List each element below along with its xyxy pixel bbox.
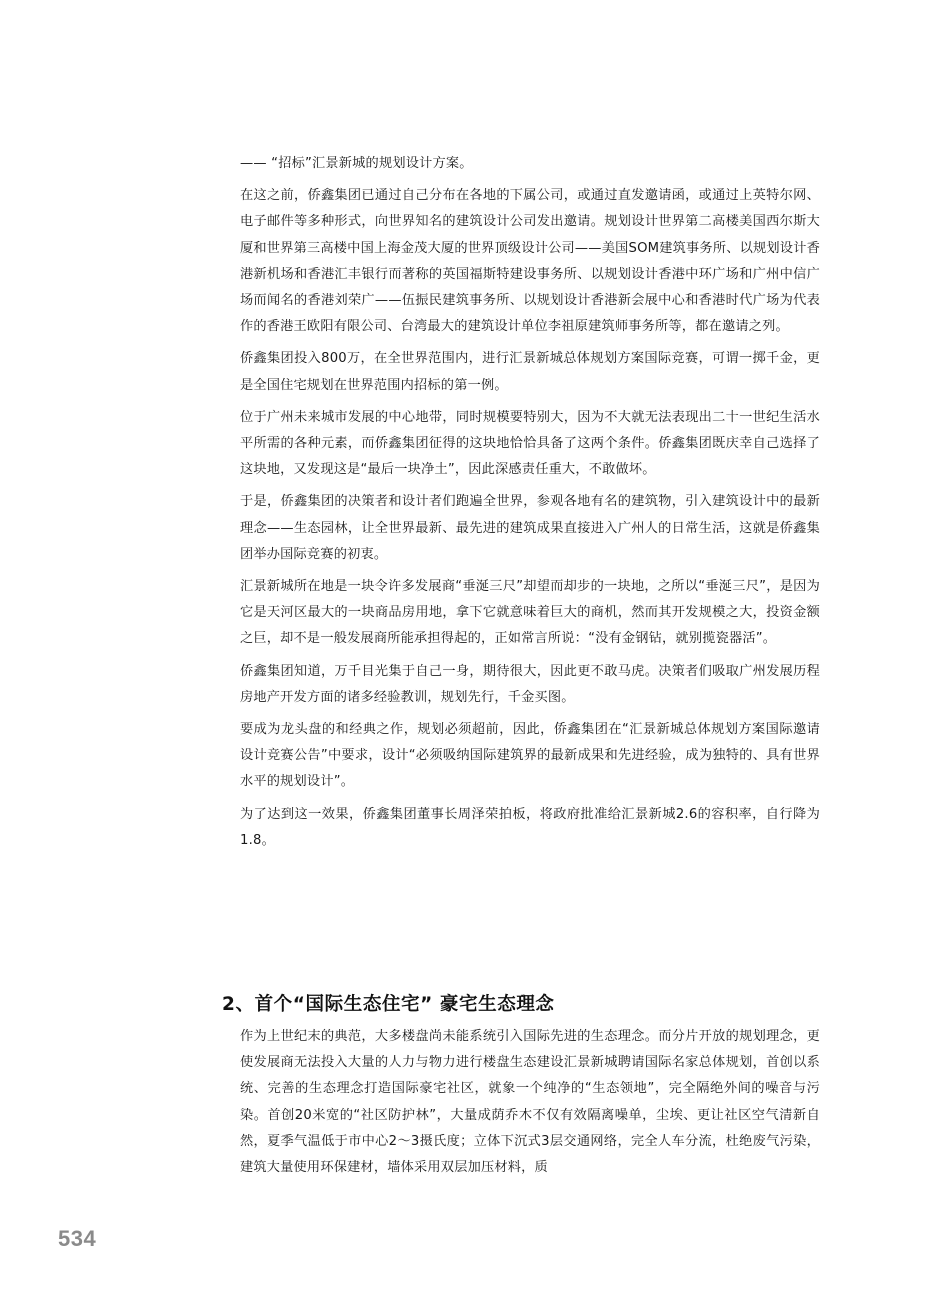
section-body (240, 1024, 820, 1187)
paragraph: 侨鑫集团知道，万千目光集于自己一身，期待很大，因此更不敢马虎。决策者们吸取广州发展历程房地产开发方面的诸多经验教训，规划先行，千金买图。 (240, 663, 820, 705)
paragraph: 作为上世纪末的典范，大多楼盘尚未能系统引入国际先进的生态理念。而分片开放的规划理念，更使发展商无法投入大量的人力与物力进行楼盘生态建设汇景新城聘请国际名家总体规划，首创以系统、完善的生态理念打造国际豪宅社区，就象一个纯净的“生态领地”，完全隔绝外间的噪音与污染。首创20米宽的“社区防护林”，大量成荫乔木不仅有效隔离噪单，尘埃、更让社区空气清新自然，夏季气温低于市中心2～3摄氏度；立体下沉式3层交通网络，完全人车分流，杜绝废气污染，建筑大量使用环保建材，墙体采用双层加压材料，质 (240, 1029, 820, 1176)
paragraph: 要成为龙头盘的和经典之作，规划必须超前，因此，侨鑫集团在“汇景新城总体规划方案国际邀请设计竞赛公告”中要求，设计“必须吸纳国际建筑界的最新成果和先进经验，成为独特的、具有世界水平的规划设计”。 (240, 722, 820, 790)
paragraph: 位于广州未来城市发展的中心地带，同时规模要特别大，因为不大就无法表现出二十一世纪生活水平所需的各种元素，而侨鑫集团征得的这块地恰恰具备了这两个条件。侨鑫集团既庆幸自己选择了这块地，又发现这是“最后一块净土”，因此深感责任重大，不敢做坏。 (240, 409, 820, 478)
paragraph: 侨鑫集团投入800万，在全世界范围内，进行汇景新城总体规划方案国际竞赛，可谓一掷千金，更是全国住宅规划在世界范围内招标的第一例。 (240, 351, 820, 393)
section-heading: 2、首个“国际生态住宅” 豪宅生态理念 (222, 994, 555, 1015)
paragraph: 为了达到这一效果，侨鑫集团董事长周泽荣拍板，将政府批准给汇景新城2.6的容积率，自行降为1.8。 (240, 806, 820, 848)
paragraph: 在这之前，侨鑫集团已通过自己分布在各地的下属公司，或通过直发邀请函，或通过上英特尔网、电子邮件等多种形式，向世界知名的建筑设计公司发出邀请。规划设计世界第二高楼美国西尔斯大厦和世界第三高楼中国上海金茂大厦的世界顶级设计公司——美国SOM建筑事务所、以规划设计香港新机场和香港汇丰银行而著称的英国福斯特建设事务所、以规划设计香港中环广场和广州中信广场而闻名的香港刘荣广——伍振民建筑事务所、以规划设计香港新会展中心和香港时代广场为代表作的香港王欧阳有限公司、台湾最大的建筑设计单位李祖原建筑师事务所等，都在邀请之列。 (240, 188, 820, 335)
paragraph: —— “招标”汇景新城的规划设计方案。 (240, 156, 473, 171)
paragraph: 汇景新城所在地是一块令许多发展商“垂涎三尺”却望而却步的一块地，之所以“垂涎三尺”，是因为它是天河区最大的一块商品房用地，拿下它就意味着巨大的商机，然而其开发规模之大，投资金额之巨，却不是一般发展商所能承担得起的，正如常言所说：“没有金钢钻，就别揽瓷器活”。 (240, 579, 820, 647)
paragraph: 于是，侨鑫集团的决策者和设计者们跑遍全世界，参观各地有名的建筑物，引入建筑设计中的最新理念——生态园林，让全世界最新、最先进的建筑成果直接进入广州人的日常生活，这就是侨鑫集团举办国际竞赛的初衷。 (240, 494, 820, 562)
page-number: 534 (58, 1226, 97, 1251)
main-text-column (240, 151, 820, 860)
